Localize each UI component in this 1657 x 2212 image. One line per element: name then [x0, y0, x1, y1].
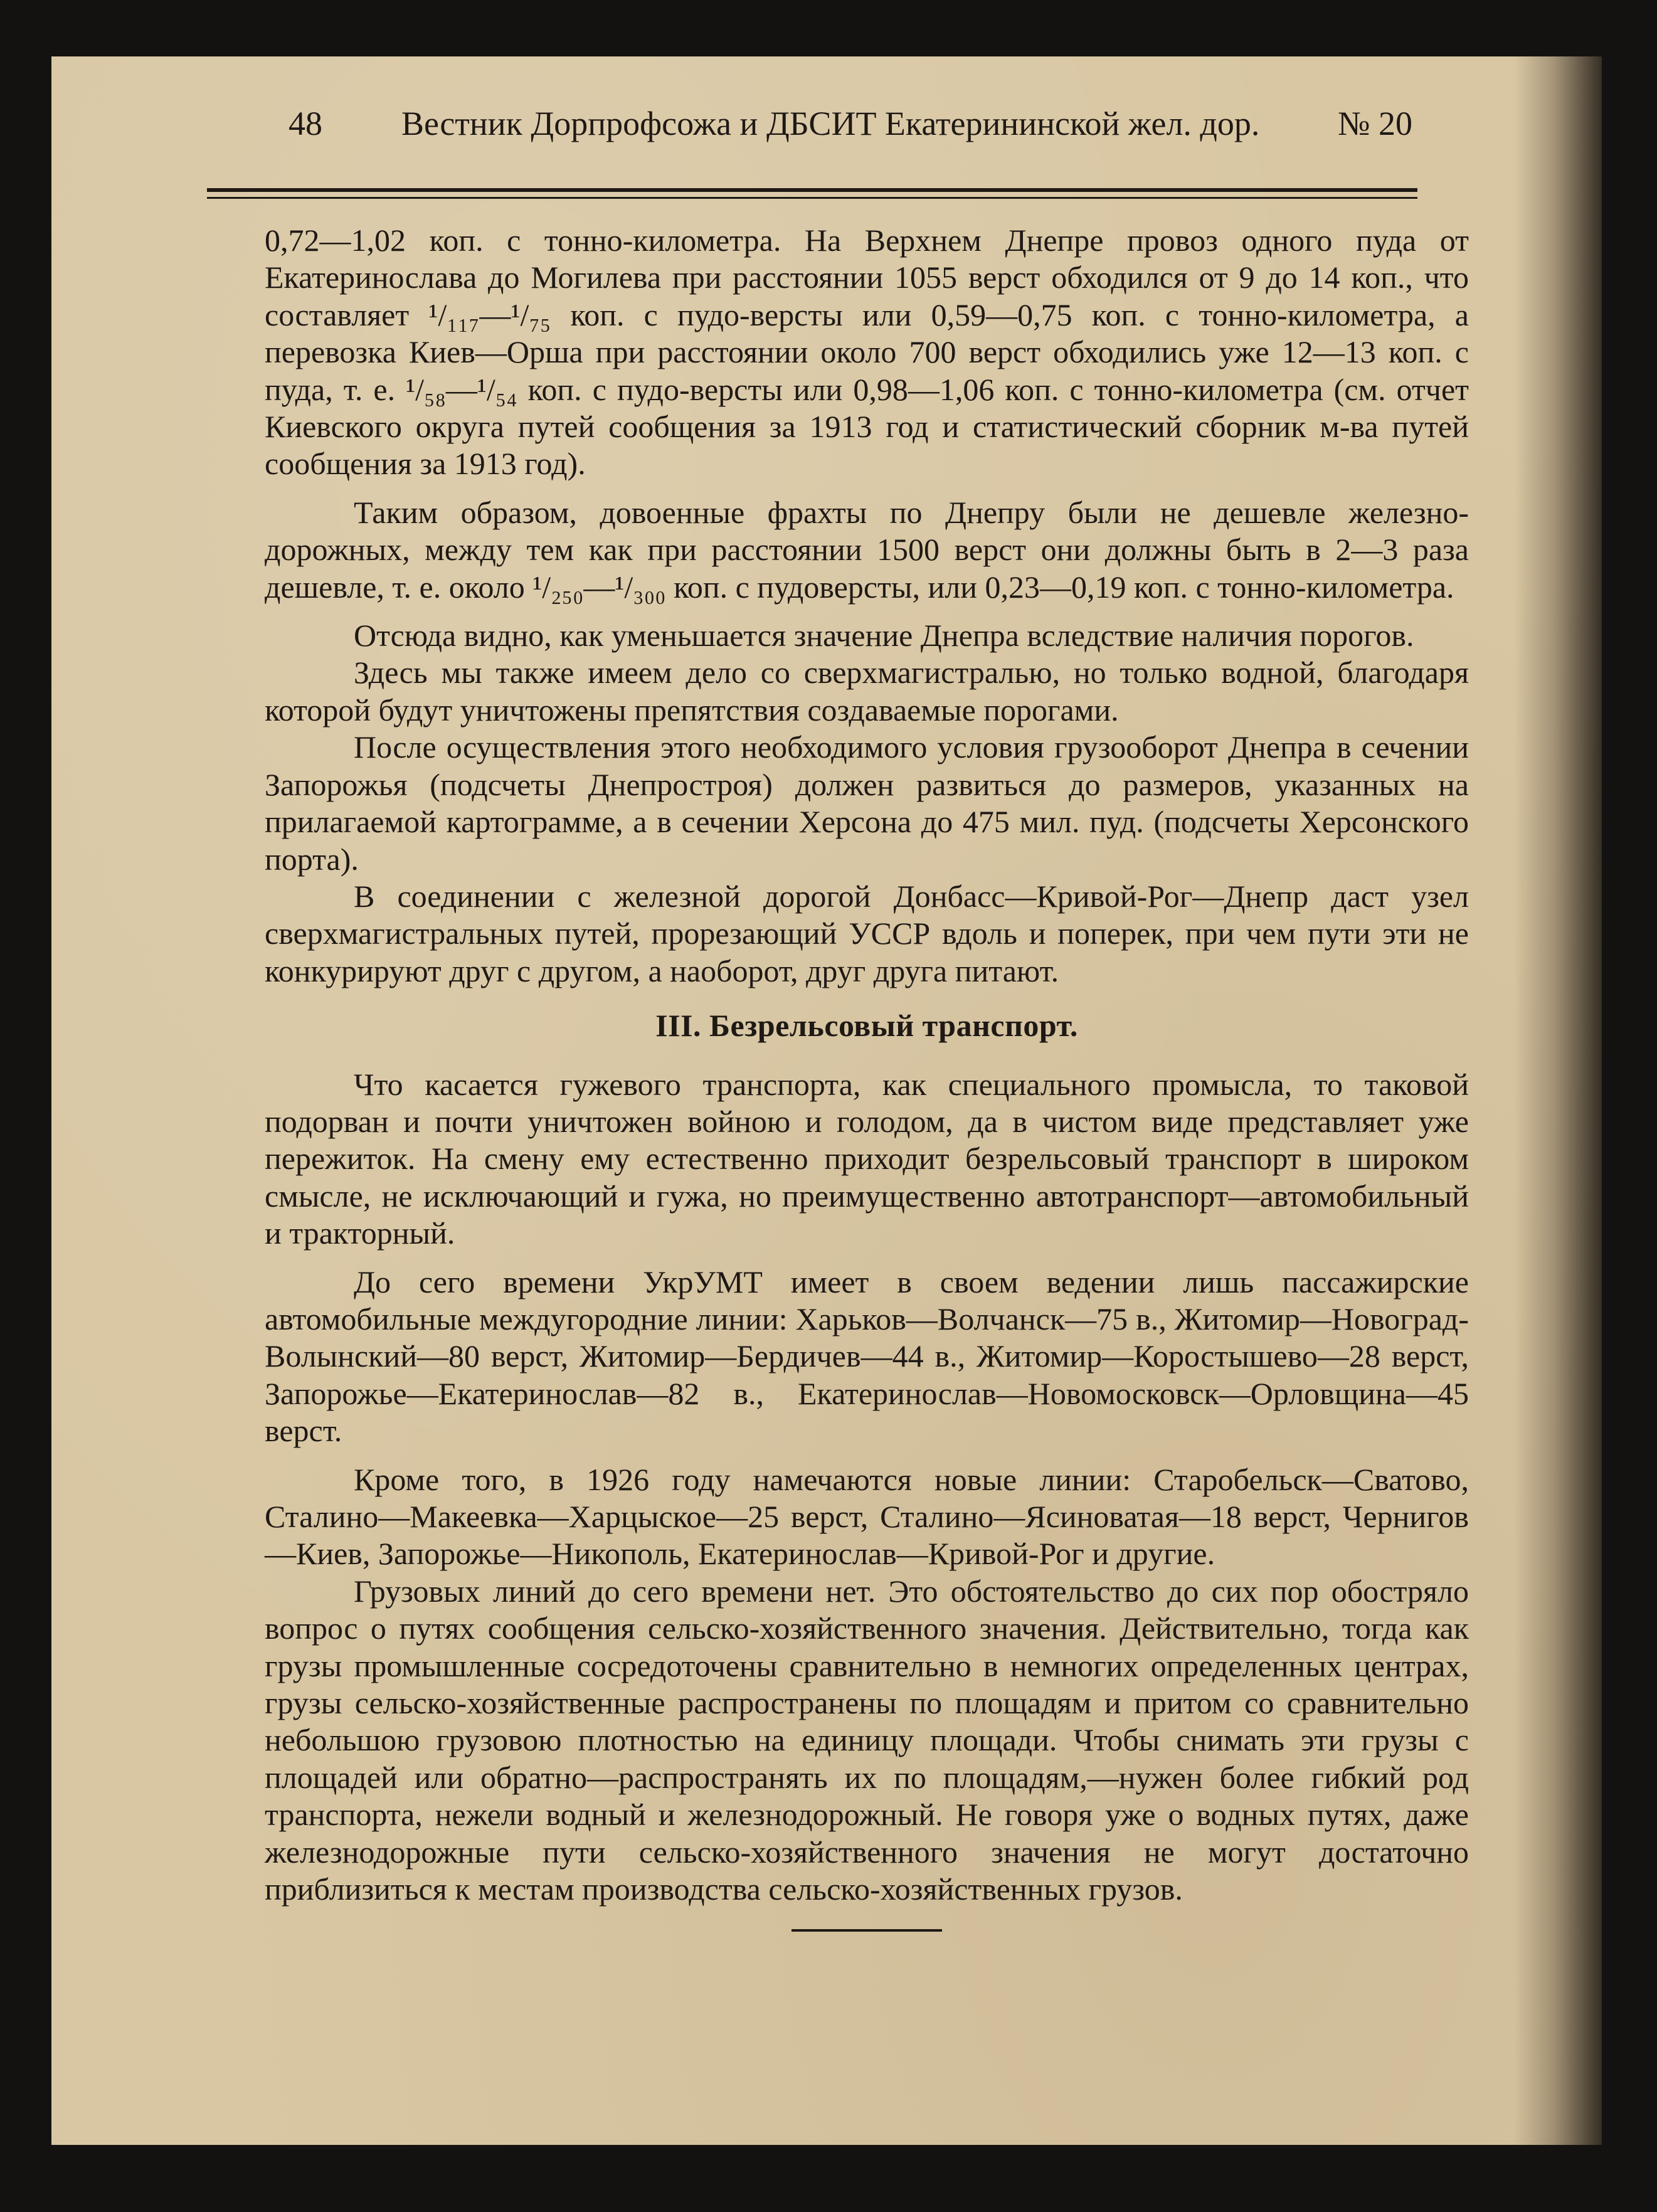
header-rule-thick — [207, 188, 1417, 192]
paragraph: Кроме того, в 1926 году намечаются новые линии: Старобельск—Сватово, Сталино—Макеевка—Харцыское—25 верст, Сталино—Ясиноватая—18 верст, Чернигов—Киев, Запорожье—Никополь, Екатеринослав—Кривой-Рог и другие. — [265, 1461, 1469, 1572]
page-binding-shadow — [1514, 56, 1602, 2145]
paragraph: Отсюда видно, как уменьшается значение Днепра вследствие наличия порогов. — [354, 618, 1414, 654]
paragraph: В соединении с железной дорогой Донбасс—Кривой-Рог—Днепр даст узел сверхмагистральных путей, прорезающий УССР вдоль и поперек, при чем пути эти не конкурируют друг с другом, а наоборот, друг друга питают. — [265, 878, 1469, 988]
paragraph: До сего времени УкрУМТ имеет в своем ведении лишь пассажирские автомобильные междугородние линии: Харьков—Волчанск—75 в., Житомир—Новоград-Волынский—80 верст, Житомир—Бердичев—44 в., Житомир—Коростышево—28 верст, Запорожье—Екатеринослав—82 в., Екатеринослав—Новомосковск—Орловщина—45 верст. — [265, 1264, 1469, 1449]
article-body — [265, 222, 1469, 1932]
paragraph: 0,72—1,02 коп. с тонно-километра. На Верхнем Днепре провоз одного пуда от Екатеринослава до Могилева при расстоянии 1055 верст обходился от 9 до 14 коп., что составляет ¹/₁₁₇—¹/₇₅ коп. с пудо-версты или 0,59—0,75 коп. с тонно-километра, а перевозка Киев—Орша при расстоянии около 700 верст обходились уже 12—13 коп. с пуда, т. е. ¹/₅₈—¹/₅₄ коп. с пудо-версты или 0,98—1,06 коп. с тонно-километра (см. отчет Киевского округа путей сообщения за 1913 год и статистический сборник м-ва путей сообщения за 1913 год). — [265, 223, 1469, 482]
paragraph: После осуществления этого необходимого условия грузооборот Днепра в сечении Запорожья (подсчеты Днепростроя) должен развиться до размеров, указанных на прилагаемой картограмме, а в сечении Херсона до 475 мил. пуд. (подсчеты Херсонского порта). — [265, 729, 1469, 877]
header-rule-thin — [207, 197, 1417, 199]
paragraph: Здесь мы также имеем дело со сверхмагистралью, но только водной, благодаря которой будут уничтожены препятствия создаваемые порогами. — [265, 655, 1469, 728]
end-rule — [791, 1929, 942, 1932]
paragraph: Таким образом, довоенные фрахты по Днепру были не дешевле железно-дорожных, между тем как при расстоянии 1500 верст они должны быть в 2—3 раза дешевле, т. е. около ¹/₂₅₀—¹/₃₀₀ коп. с пудоверсты, или 0,23—0,19 коп. с тонно-километра. — [265, 494, 1469, 605]
paragraph: Грузовых линий до сего времени нет. Это обстоятельство до сих пор обостряло вопрос о путях сообщения сельско-хозяйственного значения. Действительно, тогда как грузы промышленные сосредоточены сравнительно в немногих определенных центрах, грузы сельско-хозяйственные распространены по площадям и притом со сравнительно небольшою грузовою плотностью на единицу площади. Чтобы снимать эти грузы с площадей или обратно—распространять их по площадям,—нужен более гибкий род транспорта, нежели водный и железнодорожный. Не говоря уже о водных путях, даже железнодорожные пути сельско-хозяйственного значения не могут достаточно приблизиться к местам производства сельско-хозяйственных грузов. — [265, 1573, 1469, 1907]
running-header — [207, 99, 1430, 168]
issue-number: № 20 — [1337, 105, 1412, 142]
page-number: 48 — [289, 105, 322, 142]
section-heading: III. Безрельсовый транспорт. — [655, 1008, 1078, 1044]
paragraph: Что касается гужевого транспорта, как специального промысла, то таковой подорван и почти уничтожен войною и голодом, да в чистом виде представляет уже пережиток. На смену ему естественно приходит безрельсовый транспорт в широком смысле, не исключающий и гужа, но преимущественно автотранспорт—автомобильный и тракторный. — [265, 1066, 1469, 1251]
journal-title: Вестник Дорпрофсожа и ДБСИТ Екатерининской жел. дор. — [401, 105, 1260, 142]
